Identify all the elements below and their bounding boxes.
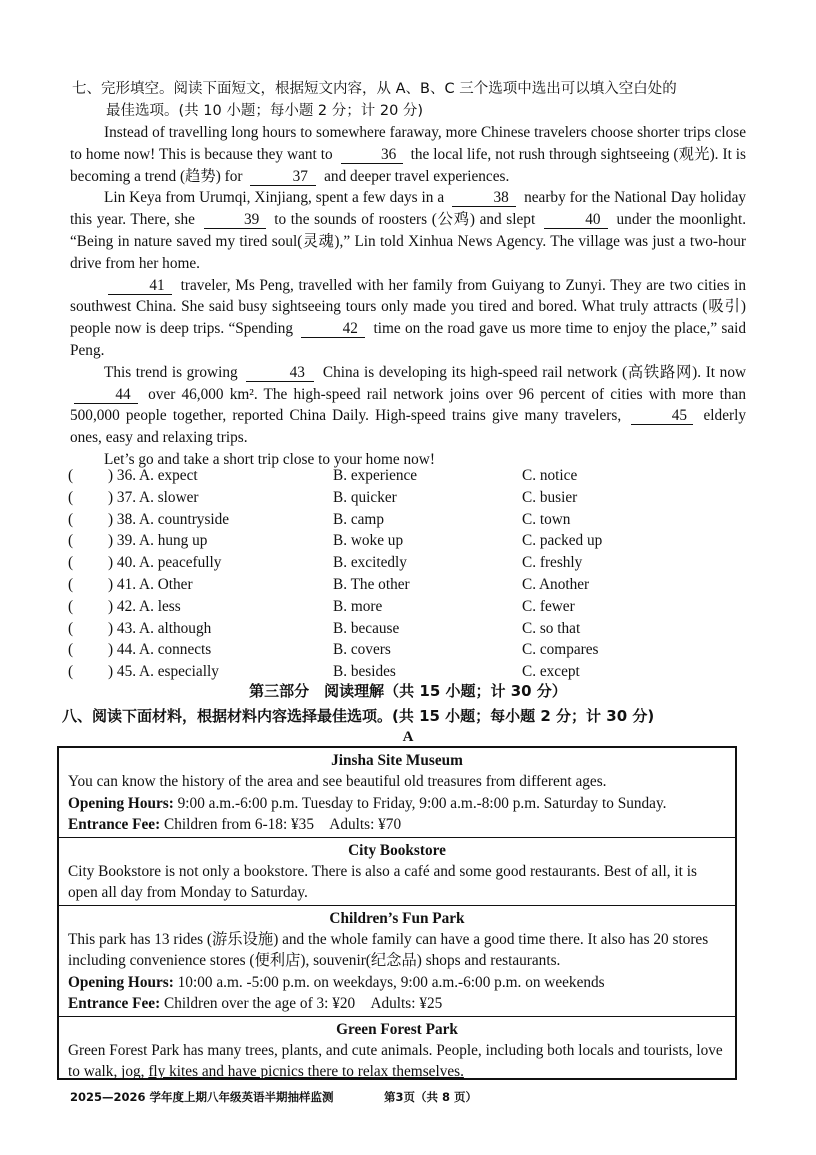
page-number: 第3页（共 8 页） <box>384 1090 478 1104</box>
hours-label: Opening Hours: <box>68 794 174 812</box>
place-jinsha <box>59 748 735 838</box>
option-b: B. more <box>333 597 383 615</box>
fee-value: Children from 6-18: ¥35 Adults: ¥70 <box>164 816 402 833</box>
blank-38: 38 <box>452 189 516 207</box>
option-a: ) 42. A. less <box>108 597 181 615</box>
passage-paragraph-4 <box>70 362 746 449</box>
passage-paragraph-5: Let’s go and take a short trip close to your home now! <box>104 450 435 468</box>
passage-text: the local life, not rush through sightseeing (观光). It is becoming a trend (趋势) for <box>70 145 747 185</box>
option-a: ) 36. A. expect <box>108 467 198 484</box>
option-b: B. because <box>333 619 400 637</box>
passage-text: over 46,000 km². The high-speed rail network joins over 96 percent of cities with more than 500,000 people together, reported China Daily. High-speed trains give many travelers, <box>70 385 746 425</box>
section7-heading-line2: 最佳选项。(共 10 小题；每小题 2 分；计 20 分) <box>106 103 424 119</box>
passage-text: time on the road gave us more time to enjoy the place,” said Peng. <box>70 320 747 359</box>
passage-paragraph-1 <box>70 122 746 187</box>
passage-text: traveler, Ms Peng, travelled with her family from Guiyang to Zunyi. They are two cities in southwest China. She said busy sightseeing tours only made you tired and bored. What truly attracts (吸引) people now is deep trips. “Spending <box>70 276 746 338</box>
blank-41: 41 <box>108 277 172 295</box>
answer-paren: ( <box>68 597 74 615</box>
option-row <box>68 618 748 640</box>
option-b: B. covers <box>333 641 391 659</box>
option-c: C. packed up <box>522 532 603 550</box>
cloze-passage <box>70 122 746 471</box>
option-b: B. quicker <box>333 488 397 506</box>
option-row <box>68 639 748 661</box>
place-funpark <box>59 906 735 1017</box>
option-b: B. woke up <box>333 532 404 550</box>
place-desc: City Bookstore is not only a bookstore. There is also a café and some good restaurants. Best of all, it is open all day from Monday to Saturday. <box>68 862 697 901</box>
answer-paren: ( <box>68 641 74 659</box>
entrance-fee <box>68 993 726 1015</box>
page-footer <box>70 1089 750 1105</box>
fee-label: Entrance Fee: <box>68 816 161 833</box>
place-name: City Bookstore <box>348 841 446 859</box>
passage-text: China is developing its high-speed rail network (高铁路网). It now <box>322 363 747 381</box>
place-bookstore <box>59 838 735 906</box>
option-row <box>68 465 748 487</box>
blank-36: 36 <box>341 146 403 164</box>
section7-heading-line1: 七、完形填空。阅读下面短文，根据短文内容，从 A、B、C 三个选项中选出可以填入空白处的 <box>72 81 677 97</box>
blank-43: 43 <box>246 364 314 382</box>
option-c: C. freshly <box>522 554 583 572</box>
option-c: C. fewer <box>522 597 575 615</box>
passage-label: A <box>402 729 414 745</box>
passage-text: nearby for the National Day holiday this year. There, she <box>70 189 747 229</box>
part3-title: 第三部分 阅读理解（共 15 小题；计 30 分） <box>249 682 567 700</box>
answer-paren: ( <box>68 575 74 593</box>
blank-39: 39 <box>204 211 266 229</box>
places-table <box>57 746 737 1080</box>
place-name: Green Forest Park <box>336 1020 458 1038</box>
answer-paren: ( <box>68 554 74 572</box>
blank-45: 45 <box>631 407 693 425</box>
answer-paren: ( <box>68 467 74 484</box>
option-c: C. except <box>522 663 580 681</box>
option-c: C. compares <box>522 641 599 659</box>
option-row <box>68 574 748 596</box>
desc-text: Green Forest Park has many trees, plants, and cute animals. People, including both locals and tourists, love to walk, jog, <box>68 1041 723 1080</box>
blank-42: 42 <box>301 320 365 338</box>
answer-paren: ( <box>68 663 74 681</box>
option-row <box>68 487 748 509</box>
option-c: C. town <box>522 510 571 528</box>
passage-text: and deeper travel experiences. <box>324 167 510 185</box>
opening-hours <box>68 972 726 994</box>
option-b: B. excitedly <box>333 554 407 572</box>
option-c: C. Another <box>522 575 590 593</box>
option-a: ) 40. A. peacefully <box>108 554 222 572</box>
passage-text: to the sounds of roosters (公鸡) and slept <box>274 211 536 229</box>
option-b: B. camp <box>333 510 384 528</box>
option-row <box>68 530 748 552</box>
option-a: ) 43. A. although <box>108 619 212 637</box>
option-row <box>68 552 748 574</box>
section8-heading: 八、阅读下面材料，根据材料内容选择最佳选项。(共 15 小题；每小题 2 分；计 30 分) <box>62 707 655 725</box>
blank-44: 44 <box>74 386 138 404</box>
passage-text: This trend is growing <box>104 363 238 381</box>
passage-text: Instead of travelling long hours to somewhere faraway, more Chinese travelers choose shorter trips close to home now! This is because they want to <box>70 124 746 163</box>
hours-label: Opening Hours: <box>68 973 174 991</box>
answer-paren: ( <box>68 510 74 528</box>
option-b: B. experience <box>333 467 418 484</box>
answer-paren: ( <box>68 532 74 550</box>
option-b: B. The other <box>333 575 410 593</box>
opening-hours <box>68 793 726 815</box>
fee-value: Children over the age of 3: ¥20 Adults: ¥25 <box>164 995 443 1012</box>
footer-title: 2025—2026 学年度上期八年级英语半期抽样监测 <box>70 1090 334 1104</box>
option-a: ) 41. A. Other <box>108 575 193 593</box>
option-row <box>68 596 748 618</box>
blank-40: 40 <box>544 211 608 229</box>
option-c: C. notice <box>522 467 578 484</box>
passage-text: under the moonlight. “Being in nature saved my tired soul(灵魂),” Lin told Xinhua News Agency. The village was just a two-hour drive from her home. <box>70 211 747 272</box>
place-name: Jinsha Site Museum <box>331 752 463 769</box>
option-a: ) 39. A. hung up <box>108 532 208 550</box>
option-row <box>68 509 748 531</box>
passage-text: Lin Keya from Urumqi, Xinjiang, spent a few days in a <box>104 189 445 207</box>
passage-paragraph-2 <box>70 187 746 274</box>
option-a: ) 44. A. connects <box>108 641 212 659</box>
section7-heading <box>72 78 752 122</box>
option-a: ) 38. A. countryside <box>108 510 230 528</box>
underlined-text: fly kites and have picnics there to relax themselves. <box>148 1063 464 1080</box>
blank-37: 37 <box>250 168 316 186</box>
option-a: ) 45. A. especially <box>108 663 219 681</box>
passage-text: elderly ones, easy and relaxing trips. <box>70 407 746 447</box>
place-desc: This park has 13 rides (游乐设施) and the whole family can have a good time there. It also has 20 stores including convenience stores (便利店), souvenir(纪念品) shops and restaurants. <box>68 930 709 969</box>
place-desc <box>68 1040 726 1083</box>
answer-paren: ( <box>68 619 74 637</box>
hours-value: 10:00 a.m. -5:00 p.m. on weekdays, 9:00 a.m.-6:00 p.m. on weekends <box>177 973 605 991</box>
place-name: Children’s Fun Park <box>329 909 465 927</box>
option-b: B. besides <box>333 663 396 681</box>
passage-paragraph-3 <box>70 275 746 362</box>
place-desc: You can know the history of the area and see beautiful old treasures from different ages. <box>68 773 607 790</box>
entrance-fee <box>68 814 726 836</box>
answer-paren: ( <box>68 488 74 506</box>
options-list <box>68 465 748 683</box>
fee-label: Entrance Fee: <box>68 995 161 1012</box>
option-c: C. so that <box>522 619 581 637</box>
option-c: C. busier <box>522 488 578 506</box>
place-forest <box>59 1017 735 1084</box>
option-a: ) 37. A. slower <box>108 488 199 506</box>
hours-value: 9:00 a.m.-6:00 p.m. Tuesday to Friday, 9:00 a.m.-8:00 p.m. Saturday to Sunday. <box>177 794 667 812</box>
